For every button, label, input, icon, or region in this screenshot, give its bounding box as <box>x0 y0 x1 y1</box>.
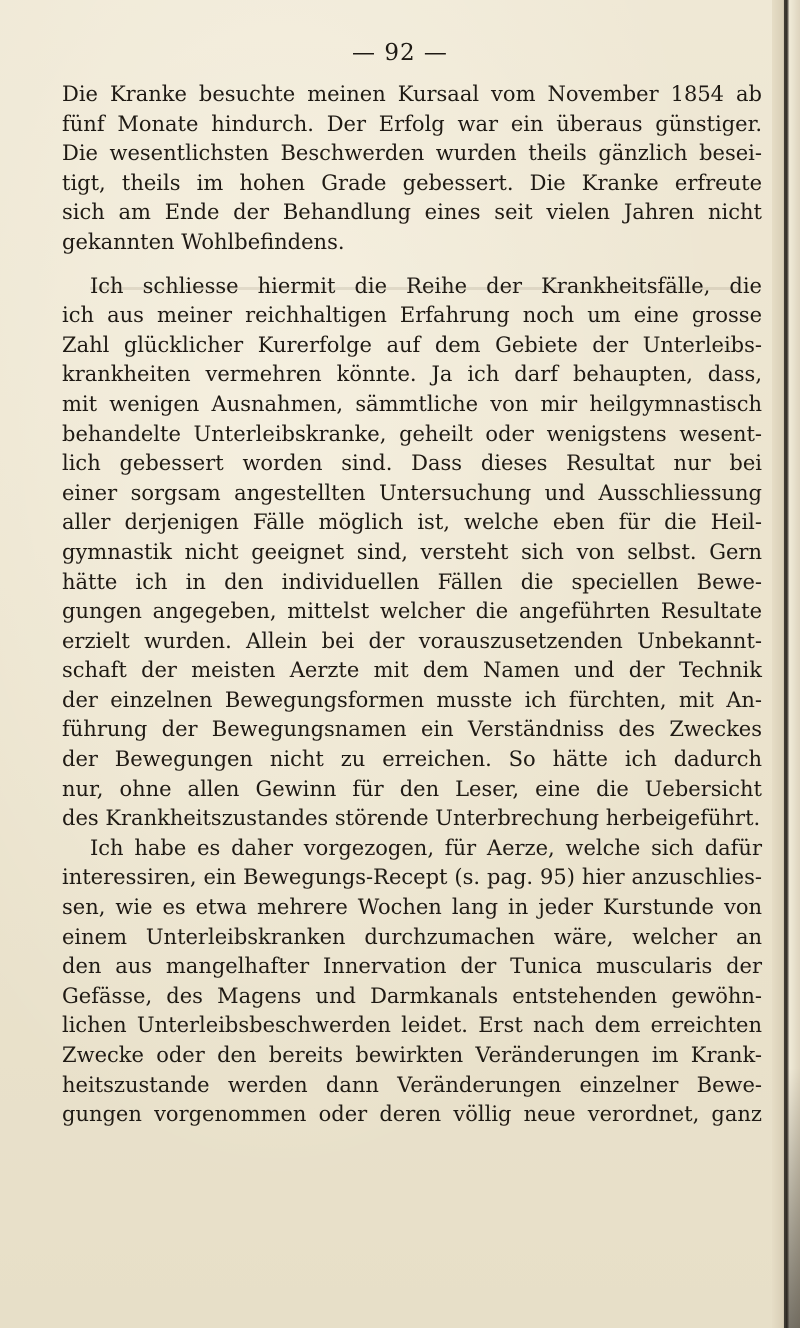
text-line: erzielt wurden. Allein bei der vorauszusetzenden Unbekannt- <box>62 628 762 653</box>
text-line: der einzelnen Bewegungsformen musste ich fürchten, mit An- <box>62 687 762 712</box>
text-line: tigt, theils im hohen Grade gebessert. Die Kranke erfreute <box>62 170 762 195</box>
text-line: den aus mangelhafter Innervation der Tunica muscularis der <box>62 954 762 979</box>
text-line: gekannten Wohlbefindens. <box>62 229 345 254</box>
body-text <box>62 80 762 1130</box>
text-line: Die Kranke besuchte meinen Kursaal vom November 1854 ab <box>62 82 762 106</box>
text-line: sen, wie es etwa mehrere Wochen lang in jeder Kurstunde von <box>62 895 762 920</box>
text-line: Zahl glücklicher Kurerfolge auf dem Gebiete der Unterleibs- <box>62 332 762 357</box>
text-line: gymnastik nicht geeignet sind, versteht sich von selbst. Gern <box>62 539 762 564</box>
text-line: lichen Unterleibsbeschwerden leidet. Erst nach dem erreichten <box>62 1013 762 1038</box>
text-line: des Krankheitszustandes störende Unterbrechung herbeigeführt. <box>62 806 761 831</box>
text-line: Ich habe es daher vorgezogen, für Aerze, welche sich dafür <box>90 835 762 860</box>
text-line: Ich schliesse hiermit die Reihe der Krankheitsfälle, die <box>90 273 762 298</box>
paragraph <box>62 80 762 258</box>
text-line: der Bewegungen nicht zu erreichen. So hätte ich dadurch <box>62 747 762 772</box>
text-line: fünf Monate hindurch. Der Erfolg war ein überaus günstiger. <box>62 111 762 136</box>
text-line: krankheiten vermehren könnte. Ja ich darf behaupten, dass, <box>62 362 762 387</box>
text-line: einem Unterleibskranken durchzumachen wäre, welcher an <box>62 924 762 949</box>
text-line: lich gebessert worden sind. Dass dieses Resultat nur bei <box>62 451 762 476</box>
text-line: nur, ohne allen Gewinn für den Leser, eine die Uebersicht <box>62 776 762 801</box>
text-line: sich am Ende der Behandlung eines seit vielen Jahren nicht <box>62 200 762 225</box>
text-line: Zwecke oder den bereits bewirkten Veränderungen im Krank- <box>62 1043 762 1067</box>
book-binding-edge <box>772 0 800 1328</box>
paragraph <box>62 272 762 834</box>
text-line: heitszustande werden dann Veränderungen einzelner Bewe- <box>62 1072 762 1097</box>
text-line: aller derjenigen Fälle möglich ist, welche eben für die Heil- <box>62 510 762 535</box>
page-number: — 92 — <box>352 40 448 66</box>
text-line: mit wenigen Ausnahmen, sämmtliche von mir heilgymnastisch <box>62 391 762 416</box>
text-line: ich aus meiner reichhaltigen Erfahrung noch um eine grosse <box>62 303 762 328</box>
paragraph <box>62 834 762 1130</box>
text-line: interessiren, ein Bewegungs-Recept (s. pag. 95) hier anzuschlies- <box>62 865 762 890</box>
text-line: führung der Bewegungsnamen ein Verständniss des Zweckes <box>62 717 762 742</box>
text-line: schaft der meisten Aerzte mit dem Namen und der Technik <box>62 658 762 683</box>
text-line: einer sorgsam angestellten Untersuchung und Ausschliessung <box>62 480 762 505</box>
text-line: Die wesentlichsten Beschwerden wurden theils gänzlich besei- <box>62 141 762 166</box>
paragraph-gap <box>62 258 762 272</box>
text-line: Gefässe, des Magens und Darmkanals entstehenden gewöhn- <box>62 983 762 1008</box>
text-line: behandelte Unterleibskranke, geheilt oder wenigstens wesent- <box>62 421 762 446</box>
text-line: gungen angegeben, mittelst welcher die angeführten Resultate <box>62 599 762 624</box>
text-line: hätte ich in den individuellen Fällen die speciellen Bewe- <box>62 569 762 594</box>
text-line: gungen vorgenommen oder deren völlig neue verordnet, ganz <box>62 1102 762 1127</box>
